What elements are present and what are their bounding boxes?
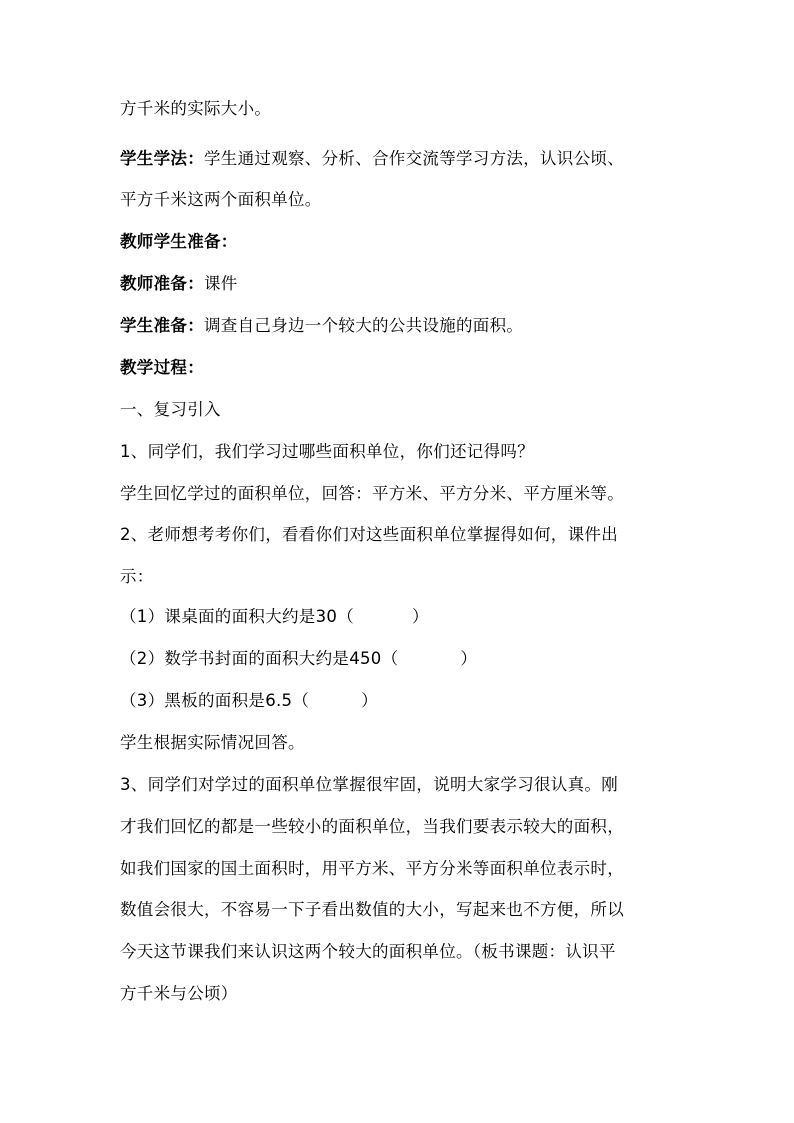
text-line bbox=[120, 399, 700, 421]
paragraph-text: 3、同学们对学过的面积单位掌握很牢固，说明大家学习很认真。刚 bbox=[120, 775, 618, 794]
text-line bbox=[120, 231, 700, 253]
paragraph-text: 平方千米这两个面积单位。 bbox=[120, 190, 322, 209]
text-line bbox=[120, 941, 700, 963]
text-line bbox=[120, 816, 700, 838]
text-line bbox=[120, 774, 700, 796]
question-text: （1）课桌面的面积大约是30（ bbox=[120, 607, 354, 626]
text-line bbox=[120, 732, 700, 754]
section-label-teacher-prep: 教师准备： bbox=[120, 274, 204, 293]
paragraph-text: 方千米的实际大小。 bbox=[120, 99, 272, 118]
paragraph-text: 今天这节课我们来认识这两个较大的面积单位。（板书课题：认识平 bbox=[120, 942, 616, 961]
paragraph-text: 如我们国家的国土面积时，用平方米、平方分米等面积单位表示时， bbox=[120, 859, 624, 878]
text-line bbox=[120, 273, 700, 295]
text-line bbox=[120, 983, 700, 1005]
question-line bbox=[120, 690, 700, 712]
question-line bbox=[120, 648, 700, 670]
paragraph-text: 2、老师想考考你们，看看你们对这些面积单位掌握得如何，课件出 bbox=[120, 525, 618, 544]
paragraph-text: 学生回忆学过的面积单位，回答：平方米、平方分米、平方厘米等。 bbox=[120, 484, 624, 503]
question-text: （2）数学书封面的面积大约是450（ bbox=[120, 649, 399, 668]
text-line bbox=[120, 566, 700, 588]
question-close: ） bbox=[412, 607, 429, 626]
text-line bbox=[120, 148, 700, 170]
question-close: ） bbox=[361, 691, 378, 710]
section-heading: 一、复习引入 bbox=[120, 400, 221, 419]
question-text: （3）黑板的面积是6.5（ bbox=[120, 691, 310, 710]
paragraph-text: 数值会很大，不容易一下子看出数值的大小，写起来也不方便，所以 bbox=[120, 900, 624, 919]
text-line bbox=[120, 858, 700, 880]
paragraph-text: 才我们回忆的都是一些较小的面积单位，当我们要表示较大的面积， bbox=[120, 817, 624, 836]
paragraph-text: 示： bbox=[120, 567, 154, 586]
text-line bbox=[120, 189, 700, 211]
text-line bbox=[120, 357, 700, 379]
question-close: ） bbox=[460, 649, 478, 668]
paragraph-text: 课件 bbox=[204, 274, 238, 293]
question-line bbox=[120, 606, 700, 628]
section-label-learning-method: 学生学法： bbox=[120, 149, 204, 168]
paragraph-text: 学生通过观察、分析、合作交流等学习方法，认识公顷、 bbox=[204, 149, 624, 168]
section-label-teaching-process: 教学过程： bbox=[120, 358, 204, 377]
text-line bbox=[120, 899, 700, 921]
section-label-preparation: 教师学生准备： bbox=[120, 232, 238, 251]
paragraph-text: 方千米与公顷） bbox=[120, 984, 238, 1003]
section-label-student-prep: 学生准备： bbox=[120, 316, 204, 335]
text-line bbox=[120, 483, 700, 505]
paragraph-text: 学生根据实际情况回答。 bbox=[120, 733, 305, 752]
text-line bbox=[120, 315, 700, 337]
paragraph-text: 调查自己身边一个较大的公共设施的面积。 bbox=[204, 316, 524, 335]
text-line bbox=[120, 98, 700, 120]
text-line bbox=[120, 524, 700, 546]
text-line bbox=[120, 441, 700, 463]
paragraph-text: 1、同学们，我们学习过哪些面积单位，你们还记得吗？ bbox=[120, 442, 534, 461]
